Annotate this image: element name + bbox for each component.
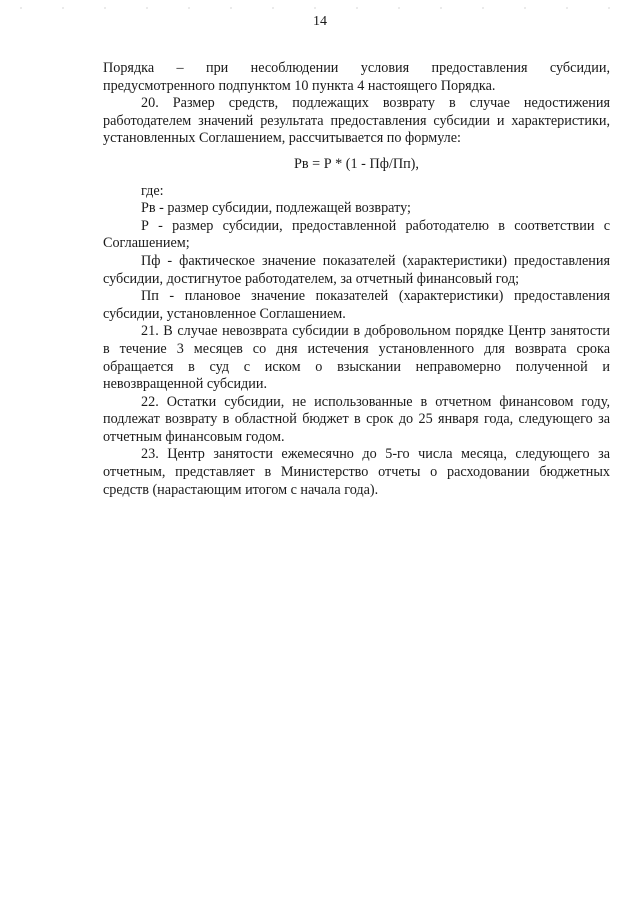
formula: Рв = Р * (1 - Пф/Пп), — [294, 155, 419, 172]
paragraph-23: 23. Центр занятости ежемесячно до 5-го числа месяца, следующего за отчетным, представляет в Министерство отчеты о расходовании бюджетных средств (нарастающим итогом с начала года). — [103, 446, 610, 498]
definition-rv: Рв - размер субсидии, подлежащей возврату; — [141, 200, 411, 217]
document-body — [103, 60, 610, 499]
definition-pf: Пф - фактическое значение показателей (характеристики) предоставления субсидии, достигнутое работодателем, за отчетный финансовый год; — [103, 252, 610, 287]
paragraph-21: 21. В случае невозврата субсидии в добровольном порядке Центр занятости в течение 3 месяцев со дня истечения установленного для возврата срока обращается в суд с иском о взыскании неправомерно полученной и невозвращенной субсидии. — [103, 323, 610, 393]
page-number: 14 — [313, 14, 327, 29]
paragraph-continuation: Порядка – при несоблюдении условия предоставления субсидии, предусмотренного подпунктом 10 пункта 4 настоящего Порядка. — [103, 60, 610, 94]
where-label: где: — [141, 182, 164, 199]
paragraph-22: 22. Остатки субсидии, не использованные в отчетном финансовом году, подлежат возврату в областной бюджет в срок до 25 января года, следующего за отчетным финансовым годом. — [103, 393, 610, 445]
scan-artifact — [0, 6, 640, 10]
paragraph-20: 20. Размер средств, подлежащих возврату в случае недостижения работодателем значений результата предоставления субсидии и характеристики, установленных Соглашением, рассчитывается по формуле: — [103, 95, 610, 147]
definition-r: Р - размер субсидии, предоставленной работодателю в соответствии с Соглашением; — [103, 217, 610, 252]
definition-pp: Пп - плановое значение показателей (характеристики) предоставления субсидии, установленное Соглашением. — [103, 288, 610, 322]
